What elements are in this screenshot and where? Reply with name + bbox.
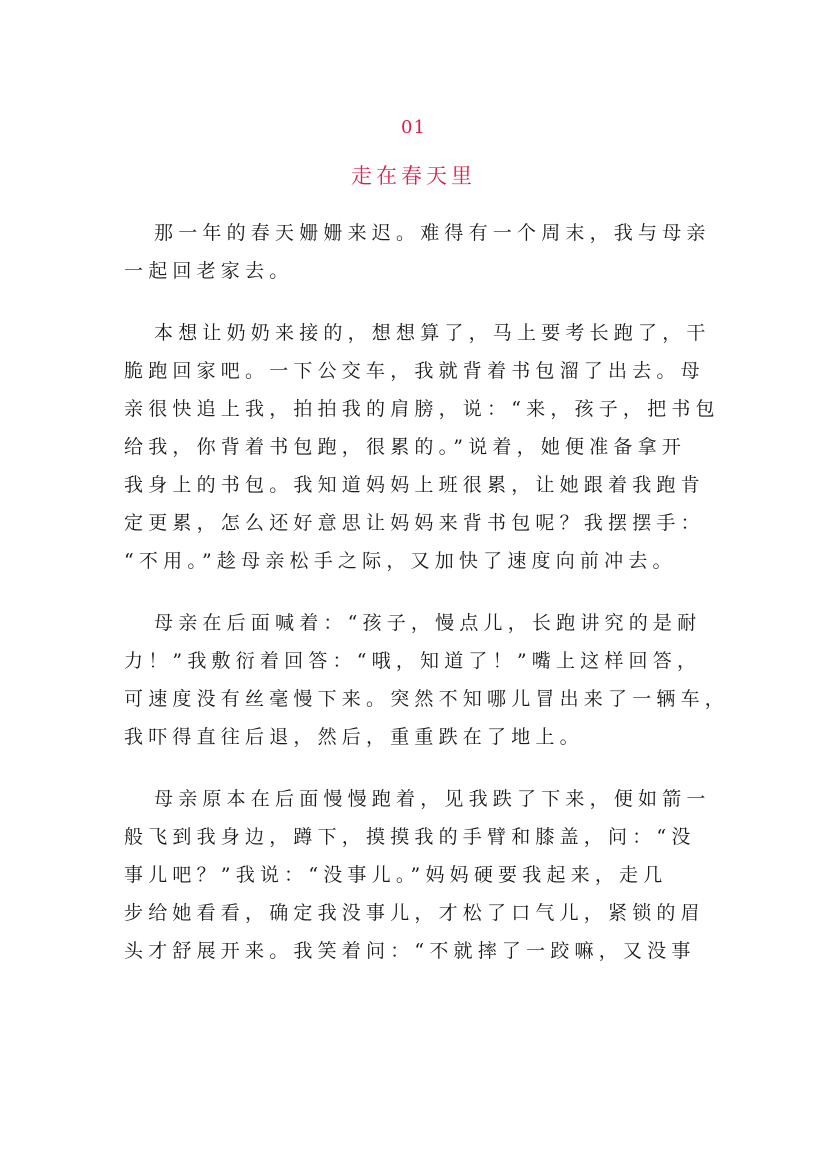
text-line: 定更累，怎么还好意思让妈妈来背书包呢？我摆摆手： — [124, 512, 705, 534]
text-line: 我吓得直往后退，然后，重重跌在了地上。 — [124, 726, 584, 748]
chapter-title: 走在春天里 — [351, 164, 476, 188]
text-line: 力！”我敷衍着回答：“哦，知道了！”嘴上这样回答， — [124, 650, 702, 672]
text-line: 本想让奶奶来接的，想想算了，马上要考长跑了，干 — [154, 322, 711, 344]
paragraph-1 — [124, 214, 714, 290]
text-line: 步给她看看，确定我没事儿，才松了口气儿，紧锁的眉 — [124, 902, 705, 924]
text-line: 那一年的春天姗姗来迟。难得有一个周末，我与母亲 — [154, 222, 711, 244]
text-line: “不用。”趁母亲松手之际，又加快了速度向前冲去。 — [124, 550, 677, 572]
text-line: 母亲在后面喊着：“孩子，慢点儿，长跑讲究的是耐 — [154, 612, 702, 634]
article-body — [124, 214, 730, 994]
text-line: 给我，你背着书包跑，很累的。”说着，她便准备拿开 — [124, 436, 687, 458]
text-line: 亲很快追上我，拍拍我的肩膀，说：“来，孩子，把书包 — [124, 398, 720, 420]
paragraph-2 — [124, 314, 720, 580]
paragraph-4 — [124, 780, 714, 970]
text-line: 脆跑回家吧。一下公交车，我就背着书包溜了出去。母 — [124, 360, 705, 382]
text-line: 可速度没有丝毫慢下来。突然不知哪儿冒出来了一辆车， — [124, 688, 730, 710]
text-line: 头才舒展开来。我笑着问：“不就摔了一跤嘛，又没事 — [124, 940, 696, 962]
text-line: 一起回老家去。 — [124, 260, 294, 282]
chapter-number: 01 — [401, 117, 426, 138]
paragraph-3 — [124, 604, 730, 756]
text-line: 事儿吧？”我说：“没事儿。”妈妈硬要我起来，走几 — [124, 864, 668, 886]
text-line: 般飞到我身边，蹲下，摸摸我的手臂和膝盖，问：“没 — [124, 826, 696, 848]
text-line: 母亲原本在后面慢慢跑着，见我跌了下来，便如箭一 — [154, 788, 711, 810]
text-line: 我身上的书包。我知道妈妈上班很累，让她跟着我跑肯 — [124, 474, 705, 496]
